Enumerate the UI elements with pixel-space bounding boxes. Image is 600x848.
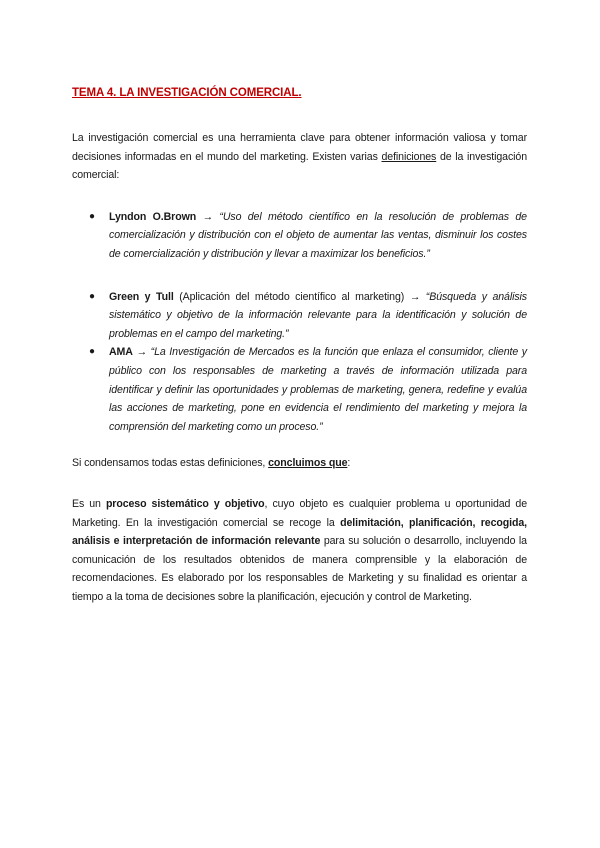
definition-item [72, 343, 527, 436]
bullet-icon: ● [89, 290, 95, 302]
page-title: TEMA 4. LA INVESTIGACIÓN COMERCIAL. [72, 87, 302, 99]
definition-arrow: → [196, 210, 220, 223]
conclusion-paragraph [72, 495, 527, 607]
definition-item [72, 208, 527, 264]
document-page [72, 84, 527, 606]
definition-arrow: → [132, 346, 151, 359]
definition-item [72, 288, 527, 344]
conclusion-intro-after: : [347, 457, 351, 470]
definition-author: Green y Tull [109, 290, 174, 303]
conclusion-intro-before: Si condensamos todas estas definiciones, [72, 457, 269, 470]
bullet-icon: ● [89, 210, 95, 222]
definition-quote: “La Investigación de Mercados es la función que enlaza el consumidor, cliente y público con los responsables de marketing a través de información utilizada para identificar y definir las oportunidades y problemas de marketing, genera, redefine y evalúa las acciones de marketing, pone en evidencia el rendimiento del marketing y mejora la comprensión del marketing como un proceso.” [109, 346, 527, 433]
conclusion-intro-emphasis: concluimos que [268, 457, 348, 470]
definition-quote: “Búsqueda y análisis sistemático y objetivo de la información relevante para la identificación y solución de problemas en el campo del marketing.” [109, 290, 527, 340]
conclusion-intro [72, 454, 527, 473]
bullet-icon: ● [89, 346, 95, 358]
definition-author: Lyndon O.Brown [109, 210, 197, 223]
conclusion-text-2: , cuyo objeto es cualquier problema u oportunidad de Marketing. En la investigación comercial se recoge la [72, 497, 527, 529]
definition-author: AMA [109, 346, 133, 359]
intro-underlined-term: definiciones [381, 150, 437, 163]
definition-middle: (Aplicación del método científico al marketing) [173, 290, 405, 303]
intro-text-after: de la investigación comercial: [72, 150, 527, 182]
intro-text-before: La investigación comercial es una herramienta clave para obtener información valiosa y tomar decisiones informadas en el mundo del marketing. Existen varias [72, 132, 527, 163]
conclusion-text-3: para su solución o desarrollo, incluyendo la comunicación de los resultados obtenidos de manera comprensible y la elaboración de recomendaciones. Es elaborado por los responsables de Marketing y su finalidad es orientar a tiempo a la toma de decisiones sobre la planificación, ejecución y control de Marketing. [72, 535, 527, 603]
definition-arrow: → [404, 290, 426, 303]
intro-paragraph [72, 129, 527, 185]
definition-quote: “Uso del método científico en la resolución de problemas de comercialización y distribución con el objeto de aumentar las ventas, disminuir los costes de comercialización y distribución y llevar a maximizar los beneficios.” [109, 210, 527, 260]
definitions-list [72, 208, 527, 437]
conclusion-bold-2: delimitación, planificación, recogida, análisis e interpretación de información relevante [72, 516, 527, 548]
conclusion-text-1: Es un [72, 497, 106, 510]
conclusion-bold-1: proceso sistemático y objetivo [105, 497, 265, 510]
